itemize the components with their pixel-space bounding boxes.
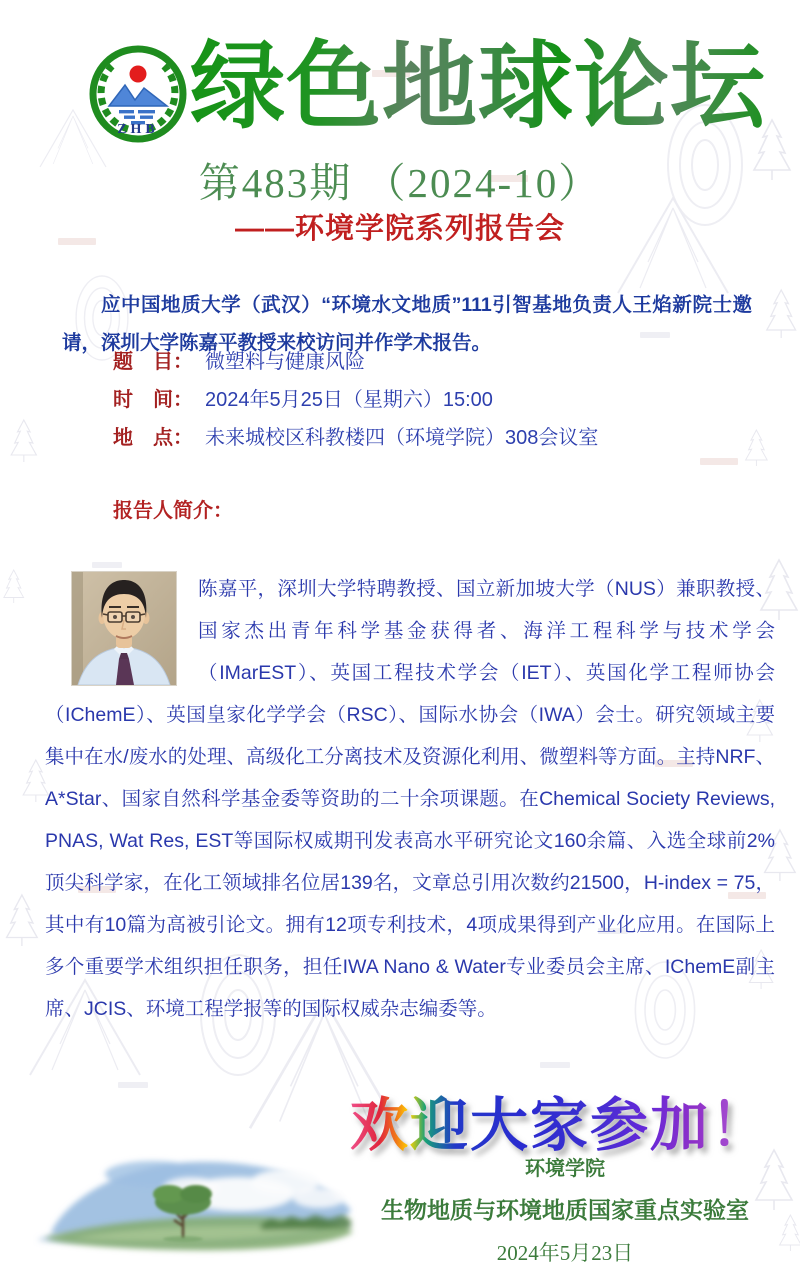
- sun-icon: [130, 66, 147, 83]
- publish-date: 2024年5月23日: [496, 1241, 634, 1265]
- series-subtitle: ——环境学院系列报告会: [234, 213, 565, 245]
- logo-zhb-text: ZHB: [117, 122, 159, 137]
- topic-value: 微塑料与健康风险: [205, 351, 365, 373]
- detail-row-time: [113, 388, 598, 412]
- organizer-lab: 生物地质与环境地质国家重点实验室: [381, 1198, 749, 1223]
- organizer-school: 环境学院: [525, 1158, 605, 1180]
- speaker-bio-heading: 报告人简介：: [113, 500, 233, 522]
- topic-label: 题 目：: [113, 351, 193, 373]
- zhb-environment-logo: [88, 44, 188, 144]
- detail-row-topic: [113, 350, 598, 374]
- footer-credits: [330, 1152, 800, 1266]
- speaker-bio: [45, 568, 775, 1030]
- time-label: 时 间：: [113, 389, 193, 411]
- speaker-bio-text: 陈嘉平，深圳大学特聘教授、国立新加坡大学（NUS）兼职教授、国家杰出青年科学基金获得者、海洋工程科学与技术学会（IMarEST）、英国工程技术学会（IET）、英国化学工程师协会（IChemE）、英国皇家化学学会（RSC）、国际水协会（IWA）会士。研究领域主要集中在水/废水的处理、高级化工分离技术及资源化利用、微塑料等方面。主持NRF、A*Star、国家自然科学基金委等资助的二十余项课题。在Chemical Society Reviews, PNAS, Wat Res, EST等国际权威期刊发表高水平研究论文160余篇、入选全球前2%顶尖科学家，在化工领域排名位居139名，文章总引用次数约21500，H-index = 75，其中有10篇为高被引论文。拥有12项专利技术，4项成果得到产业化应用。在国际上多个重要学术组织担任职务，担任IWA Nano & Water专业委员会主席、IChemE副主席、JCIS、环境工程学报等的国际权威杂志编委等。: [45, 578, 775, 1020]
- landscape-illustration: [33, 1136, 367, 1264]
- speaker-portrait-illustration: [72, 572, 176, 685]
- speaker-photo: [72, 572, 176, 685]
- issue-number: 第483期 （2024-10）: [198, 160, 602, 206]
- invitation-paragraph: 应中国地质大学（武汉）“环境水文地质”111引智基地负责人王焰新院士邀请，深圳大学陈嘉平教授来校访问并作学术报告。: [62, 294, 752, 354]
- venue-label: 地 点：: [113, 427, 193, 449]
- lecture-details: [113, 350, 598, 464]
- detail-row-venue: [113, 426, 598, 450]
- venue-value: 未来城校区科教楼四（环境学院）308会议室: [205, 427, 599, 449]
- poster-title: 绿色地球论坛: [188, 28, 768, 146]
- time-value: 2024年5月25日（星期六）15:00: [205, 389, 493, 411]
- welcome-wordart: 欢迎大家参加！: [350, 1078, 770, 1162]
